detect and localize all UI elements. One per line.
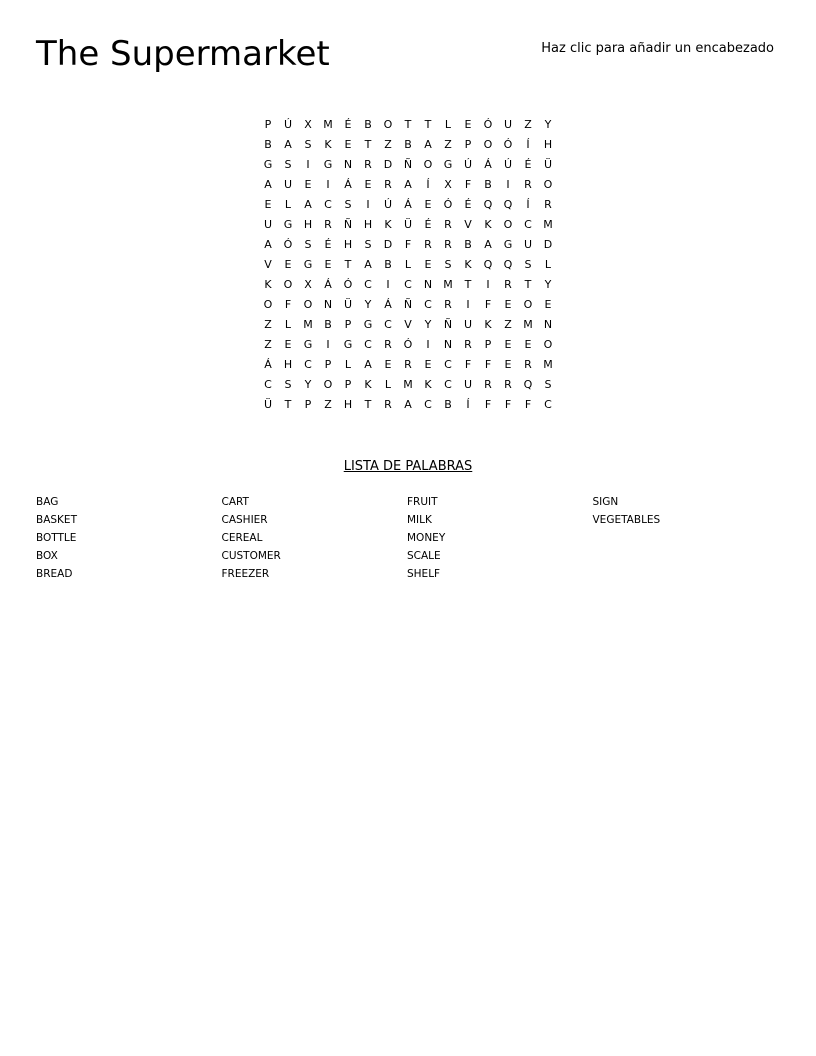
grid-letter: É xyxy=(464,198,472,211)
grid-letter: Ü xyxy=(343,298,353,311)
grid-letter: I xyxy=(326,178,330,191)
grid-letter: G xyxy=(503,238,513,251)
grid-letter: C xyxy=(264,378,272,391)
grid-letter: F xyxy=(524,398,532,411)
grid-letter: Z xyxy=(384,138,392,151)
grid-letter: E xyxy=(424,198,432,211)
word-list-item: CASHIER xyxy=(221,514,268,526)
grid-letter: Í xyxy=(526,198,530,211)
grid-letter: Í xyxy=(426,178,430,191)
grid-letter: G xyxy=(263,158,273,171)
grid-letter: G xyxy=(283,218,293,231)
word-list xyxy=(36,494,778,584)
grid-letter: R xyxy=(504,378,512,391)
grid-letter: R xyxy=(424,238,432,251)
grid-letter: T xyxy=(424,118,432,131)
word-list-item: MILK xyxy=(407,514,432,526)
grid-letter: E xyxy=(424,358,432,371)
grid-letter: E xyxy=(524,338,532,351)
grid-letter: H xyxy=(283,358,293,371)
grid-letter: M xyxy=(403,378,413,391)
grid-letter: E xyxy=(304,178,312,191)
grid-letter: P xyxy=(324,358,332,371)
grid-letter: L xyxy=(344,358,352,371)
grid-letter: N xyxy=(543,318,553,331)
grid-letter: A xyxy=(424,138,432,151)
grid-letter: C xyxy=(424,298,432,311)
grid-letter: S xyxy=(344,198,352,211)
grid-letter: L xyxy=(284,198,292,211)
grid-letter: R xyxy=(464,338,472,351)
grid-letter: G xyxy=(443,158,453,171)
grid-letter: C xyxy=(324,198,332,211)
grid-letter: U xyxy=(463,378,473,391)
grid-letter: S xyxy=(304,238,312,251)
grid-letter: P xyxy=(264,118,272,131)
grid-letter: C xyxy=(304,358,312,371)
grid-letter: C xyxy=(444,358,452,371)
word-list-item: FREEZER xyxy=(221,568,270,580)
grid-letter: N xyxy=(343,158,353,171)
word-list-item: SHELF xyxy=(407,568,441,580)
grid-letter: Á xyxy=(484,158,492,171)
grid-letter: X xyxy=(444,178,452,191)
grid-letter: E xyxy=(324,258,332,271)
grid-letter: C xyxy=(444,378,452,391)
grid-letter: I xyxy=(426,338,430,351)
word-list-title: LISTA DE PALABRAS xyxy=(343,459,473,474)
grid-letter: L xyxy=(384,378,392,391)
grid-letter: M xyxy=(543,218,553,231)
grid-letter: M xyxy=(543,358,553,371)
grid-letter: I xyxy=(506,178,510,191)
grid-letter: O xyxy=(543,338,553,351)
grid-letter: H xyxy=(343,238,353,251)
grid-letter: Ñ xyxy=(403,298,413,311)
grid-letter: H xyxy=(343,398,353,411)
grid-letter: O xyxy=(303,298,313,311)
grid-letter: I xyxy=(386,278,390,291)
grid-letter: F xyxy=(484,398,492,411)
grid-letter: O xyxy=(503,218,513,231)
word-list-item: CUSTOMER xyxy=(221,550,281,562)
grid-letter: R xyxy=(484,378,492,391)
grid-letter: Ü xyxy=(403,218,413,231)
grid-letter: B xyxy=(404,138,412,151)
word-list-item: BREAD xyxy=(36,568,73,580)
word-search-grid xyxy=(258,115,558,415)
grid-letter: Z xyxy=(504,318,512,331)
grid-letter: L xyxy=(284,318,292,331)
grid-letter: Ñ xyxy=(343,218,353,231)
grid-letter: O xyxy=(483,138,493,151)
grid-letter: Á xyxy=(324,278,332,291)
word-list-item: BASKET xyxy=(36,514,77,526)
grid-letter: O xyxy=(523,298,533,311)
grid-letter: E xyxy=(264,198,272,211)
grid-letter: Á xyxy=(404,198,412,211)
word-list-item: SCALE xyxy=(407,550,441,562)
grid-letter: K xyxy=(424,378,432,391)
grid-letter: O xyxy=(263,298,273,311)
grid-letter: I xyxy=(306,158,310,171)
grid-letter: P xyxy=(344,378,352,391)
grid-letter: R xyxy=(524,358,532,371)
grid-letter: K xyxy=(324,138,332,151)
grid-letter: K xyxy=(484,218,492,231)
grid-letter: Á xyxy=(344,178,352,191)
grid-letter: I xyxy=(486,278,490,291)
grid-letter: Y xyxy=(364,298,372,311)
grid-letter: A xyxy=(304,198,312,211)
grid-letter: S xyxy=(544,378,552,391)
grid-letter: X xyxy=(304,118,312,131)
grid-letter: S xyxy=(524,258,532,271)
grid-letter: F xyxy=(504,398,512,411)
grid-letter: O xyxy=(323,378,333,391)
grid-letter: X xyxy=(304,278,312,291)
grid-letter: I xyxy=(366,198,370,211)
word-list-item: SIGN xyxy=(592,496,619,508)
grid-letter: A xyxy=(484,238,492,251)
grid-letter: G xyxy=(303,258,313,271)
grid-letter: D xyxy=(543,238,553,251)
grid-letter: K xyxy=(364,378,372,391)
grid-letter: R xyxy=(384,338,392,351)
header-placeholder[interactable]: Haz clic para añadir un encabezado xyxy=(541,41,774,56)
grid-letter: R xyxy=(524,178,532,191)
grid-letter: Y xyxy=(544,118,552,131)
grid-letter: V xyxy=(404,318,412,331)
grid-letter: Y xyxy=(304,378,312,391)
grid-letter: R xyxy=(384,398,392,411)
grid-letter: B xyxy=(464,238,472,251)
word-list-item: BAG xyxy=(36,496,59,508)
grid-letter: T xyxy=(404,118,412,131)
grid-letter: É xyxy=(524,158,532,171)
grid-letter: B xyxy=(364,118,372,131)
grid-letter: E xyxy=(284,338,292,351)
grid-letter: G xyxy=(303,338,313,351)
grid-letter: Z xyxy=(264,338,272,351)
grid-letter: T xyxy=(364,398,372,411)
grid-letter: P xyxy=(464,138,472,151)
grid-letter: Ü xyxy=(263,398,273,411)
grid-letter: Z xyxy=(524,118,532,131)
grid-letter: M xyxy=(523,318,533,331)
grid-letter: É xyxy=(324,238,332,251)
grid-letter: V xyxy=(464,218,472,231)
grid-letter: R xyxy=(504,278,512,291)
grid-letter: S xyxy=(444,258,452,271)
grid-letter: E xyxy=(544,298,552,311)
grid-letter: U xyxy=(523,238,533,251)
word-list-item: BOTTLE xyxy=(36,532,77,544)
grid-letter: G xyxy=(323,158,333,171)
grid-letter: Ü xyxy=(543,158,553,171)
grid-letter: B xyxy=(444,398,452,411)
grid-letter: U xyxy=(503,118,513,131)
grid-letter: Q xyxy=(483,198,493,211)
grid-letter: Ñ xyxy=(443,318,453,331)
grid-letter: A xyxy=(284,138,292,151)
grid-letter: K xyxy=(264,278,272,291)
grid-letter: A xyxy=(264,238,272,251)
grid-letter: R xyxy=(364,158,372,171)
grid-letter: Q xyxy=(523,378,533,391)
grid-letter: K xyxy=(484,318,492,331)
grid-letter: O xyxy=(283,278,293,291)
grid-letter: Y xyxy=(424,318,432,331)
grid-letter: N xyxy=(323,298,333,311)
grid-letter: B xyxy=(384,258,392,271)
grid-letter: E xyxy=(344,138,352,151)
grid-letter: Ú xyxy=(503,158,513,171)
grid-letter: B xyxy=(264,138,272,151)
grid-letter: M xyxy=(443,278,453,291)
grid-letter: Ú xyxy=(283,118,293,131)
grid-letter: O xyxy=(543,178,553,191)
grid-letter: Ó xyxy=(343,278,353,291)
grid-letter: C xyxy=(544,398,552,411)
grid-letter: Ñ xyxy=(403,158,413,171)
grid-letter: F xyxy=(484,298,492,311)
grid-letter: K xyxy=(464,258,472,271)
grid-letter: O xyxy=(423,158,433,171)
grid-letter: I xyxy=(326,338,330,351)
grid-letter: O xyxy=(383,118,393,131)
grid-letter: R xyxy=(444,218,452,231)
grid-letter: E xyxy=(504,358,512,371)
grid-letter: K xyxy=(384,218,392,231)
grid-letter: P xyxy=(304,398,312,411)
grid-letter: R xyxy=(404,358,412,371)
grid-letter: B xyxy=(484,178,492,191)
grid-letter: R xyxy=(324,218,332,231)
grid-letter: U xyxy=(463,318,473,331)
grid-letter: A xyxy=(364,258,372,271)
grid-letter: L xyxy=(444,118,452,131)
grid-letter: É xyxy=(424,218,432,231)
grid-letter: E xyxy=(364,178,372,191)
grid-letter: E xyxy=(284,258,292,271)
grid-letter: T xyxy=(364,138,372,151)
grid-letter: N xyxy=(443,338,453,351)
grid-letter: T xyxy=(284,398,292,411)
grid-letter: T xyxy=(524,278,532,291)
grid-letter: D xyxy=(383,238,393,251)
grid-letter: B xyxy=(324,318,332,331)
grid-letter: A xyxy=(404,398,412,411)
grid-letter: S xyxy=(364,238,372,251)
grid-letter: G xyxy=(343,338,353,351)
grid-letter: A xyxy=(264,178,272,191)
grid-letter: Ó xyxy=(403,338,413,351)
grid-letter: Q xyxy=(483,258,493,271)
word-list-item: MONEY xyxy=(407,532,446,544)
grid-letter: T xyxy=(344,258,352,271)
grid-letter: L xyxy=(404,258,412,271)
grid-letter: H xyxy=(303,218,313,231)
grid-letter: H xyxy=(363,218,373,231)
grid-letter: U xyxy=(263,218,273,231)
grid-letter: D xyxy=(383,158,393,171)
grid-letter: M xyxy=(323,118,333,131)
grid-letter: P xyxy=(344,318,352,331)
grid-letter: R xyxy=(384,178,392,191)
grid-letter: G xyxy=(363,318,373,331)
grid-letter: R xyxy=(444,298,452,311)
grid-letter: C xyxy=(364,338,372,351)
grid-letter: S xyxy=(304,138,312,151)
grid-letter: A xyxy=(404,178,412,191)
grid-letter: U xyxy=(283,178,293,191)
grid-letter: V xyxy=(264,258,272,271)
word-list-item: FRUIT xyxy=(407,496,438,508)
grid-letter: C xyxy=(404,278,412,291)
grid-letter: Ú xyxy=(383,198,393,211)
grid-letter: Á xyxy=(264,358,272,371)
grid-letter: F xyxy=(464,178,472,191)
grid-letter: Á xyxy=(384,298,392,311)
grid-letter: S xyxy=(284,378,292,391)
word-list-item: VEGETABLES xyxy=(592,514,661,526)
grid-letter: Z xyxy=(324,398,332,411)
word-list-item: CART xyxy=(221,496,249,508)
grid-letter: É xyxy=(344,118,352,131)
grid-letter: Q xyxy=(503,258,513,271)
grid-letter: Ó xyxy=(283,238,293,251)
grid-letter: M xyxy=(303,318,313,331)
grid-letter: L xyxy=(544,258,552,271)
grid-letter: F xyxy=(404,238,412,251)
grid-letter: A xyxy=(364,358,372,371)
grid-letter: T xyxy=(464,278,472,291)
grid-letter: Z xyxy=(264,318,272,331)
page-title: The Supermarket xyxy=(36,34,330,74)
grid-letter: F xyxy=(284,298,292,311)
grid-letter: F xyxy=(464,358,472,371)
grid-letter: I xyxy=(466,298,470,311)
grid-letter: R xyxy=(544,198,552,211)
grid-letter: Ú xyxy=(463,158,473,171)
grid-letter: Z xyxy=(444,138,452,151)
grid-letter: Í xyxy=(526,138,530,151)
grid-letter: C xyxy=(424,398,432,411)
grid-letter: Ó xyxy=(443,198,453,211)
grid-letter: Y xyxy=(544,278,552,291)
word-list-item: CEREAL xyxy=(221,532,263,544)
grid-letter: E xyxy=(424,258,432,271)
grid-letter: E xyxy=(384,358,392,371)
word-list-item: BOX xyxy=(36,550,58,562)
grid-letter: C xyxy=(524,218,532,231)
grid-letter: R xyxy=(444,238,452,251)
grid-letter: C xyxy=(364,278,372,291)
grid-letter: N xyxy=(423,278,433,291)
grid-letter: Ó xyxy=(483,118,493,131)
grid-letter: Ó xyxy=(503,138,513,151)
grid-letter: E xyxy=(504,338,512,351)
grid-letter: F xyxy=(484,358,492,371)
grid-letter: E xyxy=(464,118,472,131)
grid-letter: Q xyxy=(503,198,513,211)
grid-letter: C xyxy=(384,318,392,331)
grid-letter: E xyxy=(504,298,512,311)
grid-letter: H xyxy=(543,138,553,151)
grid-letter: P xyxy=(484,338,492,351)
grid-letter: Í xyxy=(466,398,470,411)
grid-letter: S xyxy=(284,158,292,171)
